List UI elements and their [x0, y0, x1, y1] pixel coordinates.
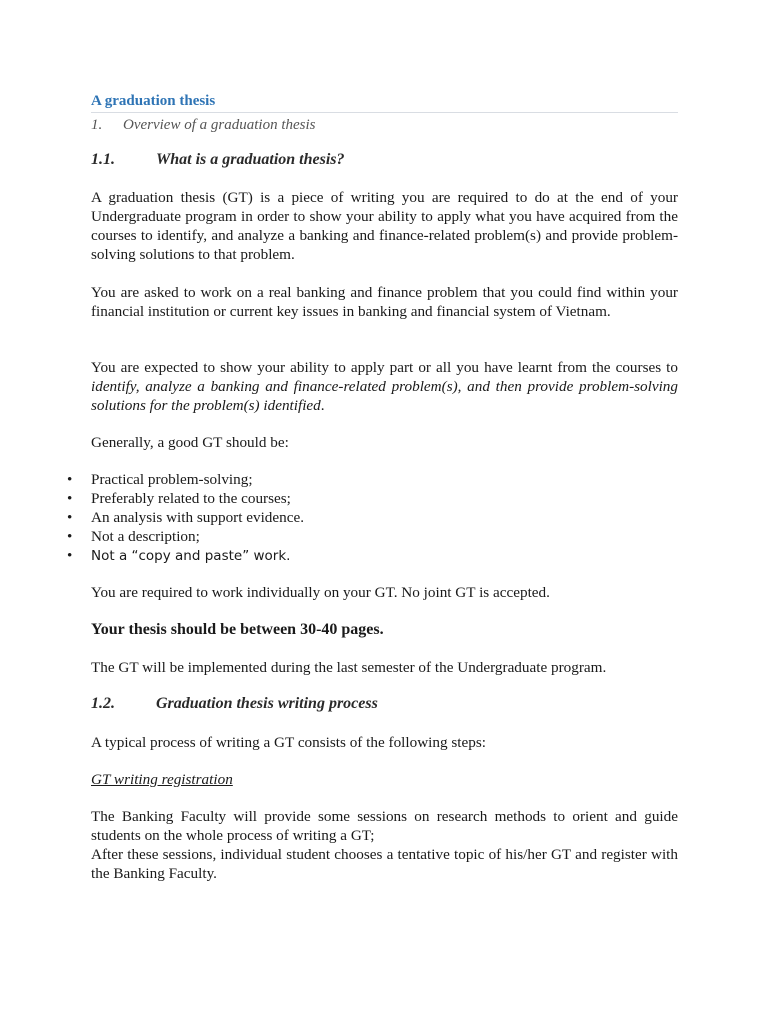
bullet-icon: • — [67, 509, 73, 526]
paragraph-topic-registration: After these sessions, individual student chooses a tentative topic of his/her GT and register with the Banking Faculty. — [91, 846, 678, 882]
expectations-end: . — [320, 397, 325, 414]
section-heading-1-2 — [91, 694, 378, 714]
list-item: • Preferably related to the courses; — [67, 490, 291, 507]
bullet-icon: • — [67, 490, 73, 507]
bullet-icon: • — [67, 547, 73, 564]
overview-text: Overview of a graduation thesis — [123, 117, 316, 133]
criteria-list — [67, 470, 678, 566]
section-number: 1.1. — [91, 151, 115, 168]
bullet-icon: • — [67, 471, 73, 488]
paragraph-sessions: The Banking Faculty will provide some sessions on research methods to orient and guide students on the whole process of writing a GT; — [91, 808, 678, 844]
paragraph-good-gt: Generally, a good GT should be: — [91, 434, 289, 451]
paragraph-real-problem: You are asked to work on a real banking and finance problem that you could find within your financial institution or current key issues in banking and financial system of Vietnam. — [91, 284, 678, 320]
paragraph-expectations — [91, 358, 678, 415]
section-number: 1.2. — [91, 695, 115, 712]
list-item: • An analysis with support evidence. — [67, 509, 305, 526]
expectations-italic: identify, analyze a banking and finance-related problem(s), and then provide problem-solving solutions for the problem(s) identified — [91, 378, 678, 414]
overview-heading — [91, 115, 678, 135]
paragraph-process-intro: A typical process of writing a GT consists of the following steps: — [91, 734, 486, 751]
list-item: • Not a description; — [67, 528, 200, 545]
paragraph-individual-work: You are required to work individually on your GT. No joint GT is accepted. — [91, 584, 550, 601]
paragraph-definition: A graduation thesis (GT) is a piece of writing you are required to do at the end of your Undergraduate program in order to show your ability to apply what you have acquired from the courses to identify, and analyze a banking and finance-related problem(s) and provide problem-solving solutions to that problem. — [91, 189, 678, 263]
bullet-icon: • — [67, 528, 73, 545]
section-title: Graduation thesis writing process — [156, 695, 378, 712]
list-item: • Practical problem-solving; — [67, 471, 253, 488]
overview-number: 1. — [91, 117, 103, 133]
document-title: A graduation thesis — [91, 91, 678, 113]
list-item: • Not a “copy and paste” work. — [67, 547, 291, 564]
expectations-text: You are expected to show your ability to apply part or all you have learnt from the courses to — [91, 359, 678, 376]
section-heading-1-1 — [91, 150, 345, 170]
document-page — [91, 91, 678, 135]
paragraph-timing: The GT will be implemented during the last semester of the Undergraduate program. — [91, 659, 607, 676]
page-count-note: Your thesis should be between 30-40 pages. — [91, 621, 384, 638]
section-title: What is a graduation thesis? — [156, 151, 345, 168]
subheading-registration: GT writing registration — [91, 771, 233, 788]
